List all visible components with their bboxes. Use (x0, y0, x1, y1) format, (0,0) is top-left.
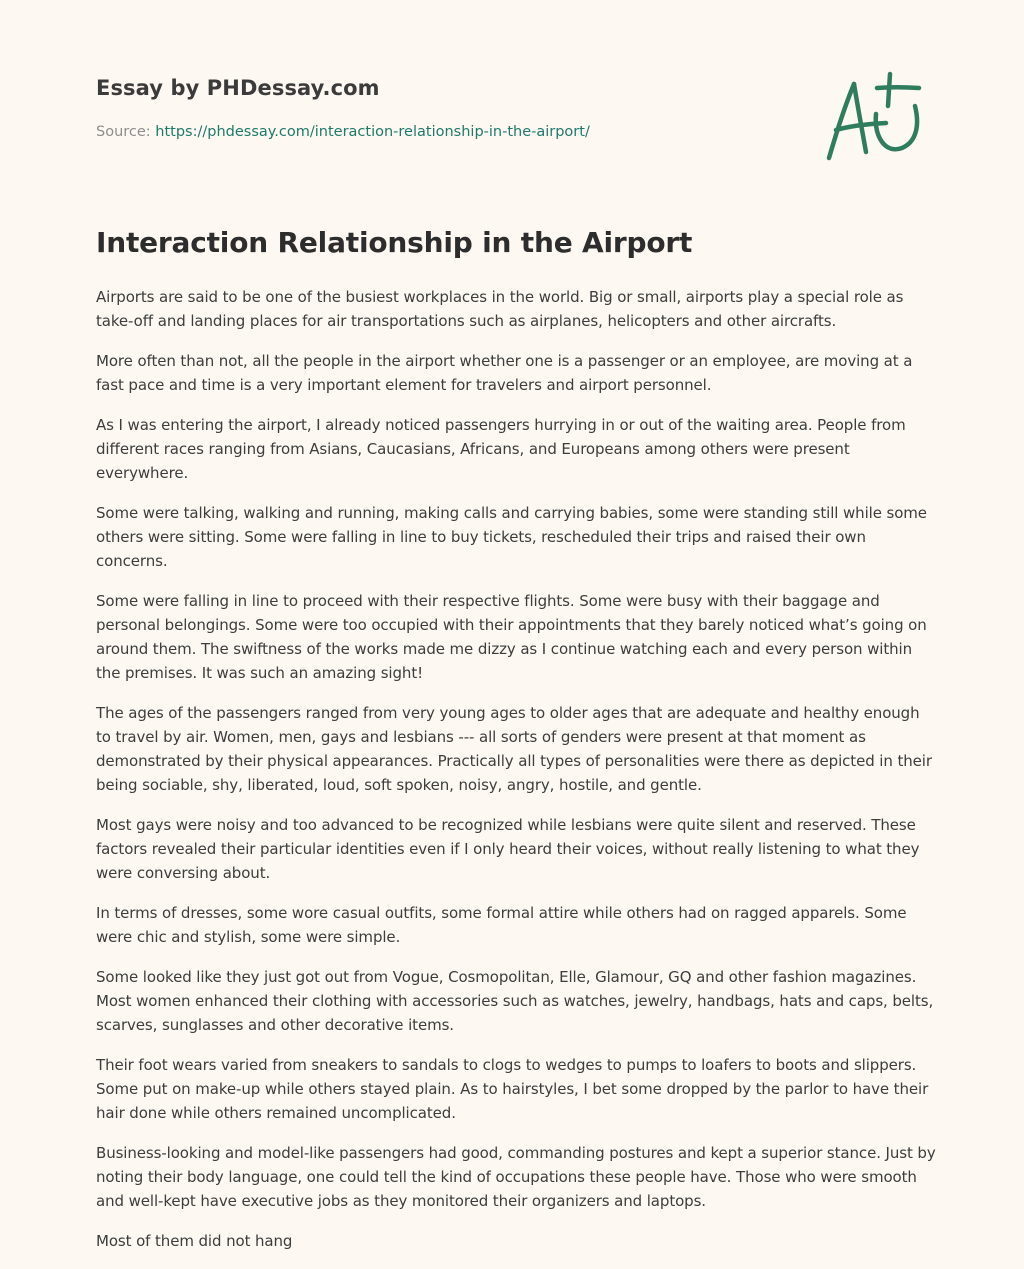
site-title: Essay by PHDessay.com (96, 76, 380, 100)
paragraph: Their foot wears varied from sneakers to sandals to clogs to wedges to pumps to loafers to boots and slippers. Some put on make-up while others stayed plain. As to hairstyles, I bet some dropped by the parlor to have their hair done while others remained uncomplicated. (96, 1056, 929, 1122)
paragraph: The ages of the passengers ranged from very young ages to older ages that are adequate and healthy enough to travel by air. Women, men, gays and lesbians --- all sorts of genders were present at that moment as demonstrated by their physical appearances. Practically all types of personalities were there as depicted in their being sociable, shy, liberated, loud, soft spoken, noisy, angry, hostile, and gentle. (96, 704, 932, 794)
paragraph: As I was entering the airport, I already noticed passengers hurrying in or out of the waiting area. People from different races ranging from Asians, Caucasians, Africans, and Europeans among others were present everywhere. (96, 416, 906, 482)
paragraph: Some were talking, walking and running, making calls and carrying babies, some were standing still while some others were sitting. Some were falling in line to buy tickets, rescheduled their trips and raised their own concerns. (96, 504, 927, 570)
paragraph: Some were falling in line to proceed with their respective flights. Some were busy with their baggage and personal belongings. Some were too occupied with their appointments that they barely noticed what’s going on around them. The swiftness of the works made me dizzy as I continue watching each and every person within the premises. It was such an amazing sight! (96, 592, 927, 682)
paragraph: Most of them did not hang (96, 1232, 293, 1250)
paragraph: Airports are said to be one of the busiest workplaces in the world. Big or small, airports play a special role as take-off and landing places for air transportations such as airplanes, helicopters and other aircrafts. (96, 288, 904, 330)
source-link[interactable]: https://phdessay.com/interaction-relationship-in-the-airport/ (155, 124, 590, 140)
a-plus-logo (820, 68, 930, 168)
paragraph: Most gays were noisy and too advanced to be recognized while lesbians were quite silent and reserved. These factors revealed their particular identities even if I only heard their voices, without really listening to what they were conversing about. (96, 816, 920, 882)
paragraph: Some looked like they just got out from Vogue, Cosmopolitan, Elle, Glamour, GQ and other fashion magazines. Most women enhanced their clothing with accessories such as watches, jewelry, handbags, hats and caps, belts, scarves, sunglasses and other decorative items. (96, 968, 934, 1034)
paragraph: Business-looking and model-like passengers had good, commanding postures and kept a superior stance. Just by noting their body language, one could tell the kind of occupations these people have. Those who were smooth and well-kept have executive jobs as they monitored their organizers and laptops. (96, 1144, 936, 1210)
essay-body (96, 285, 936, 1269)
paragraph: In terms of dresses, some wore casual outfits, some formal attire while others had on ragged apparels. Some were chic and stylish, some were simple. (96, 904, 907, 946)
source-line (96, 124, 590, 140)
essay-title: Interaction Relationship in the Airport (96, 226, 693, 259)
source-label: Source: (96, 124, 156, 140)
a-plus-logo-icon (820, 68, 930, 168)
paragraph: More often than not, all the people in the airport whether one is a passenger or an employee, are moving at a fast pace and time is a very important element for travelers and airport personnel. (96, 352, 913, 394)
